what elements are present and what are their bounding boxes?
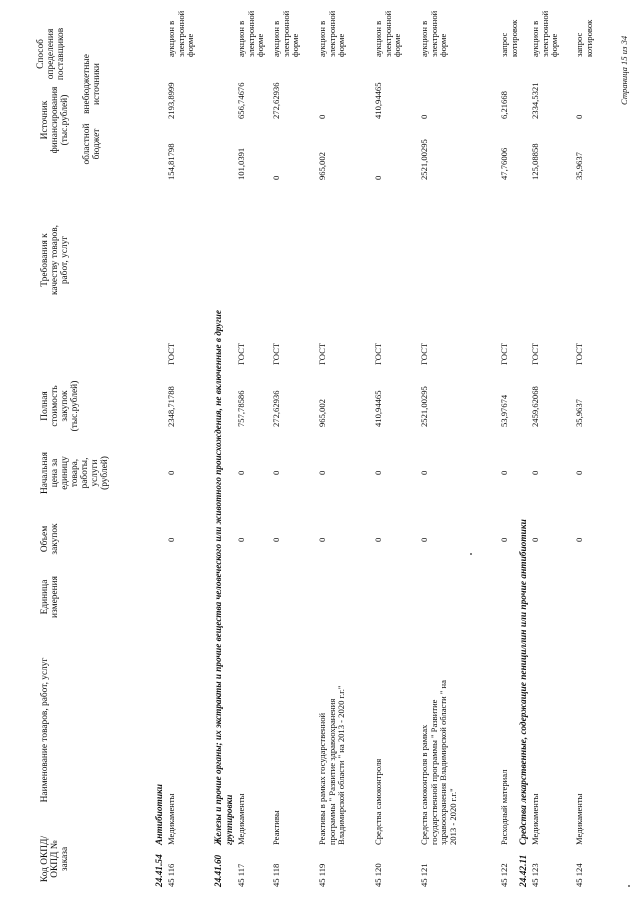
row-price: 0 [530,470,540,475]
header-volume: Объем закупок [40,523,60,555]
row-name: Медикаменты [574,793,584,845]
row-method: аукцион в электронной форме [236,10,266,57]
header-name: Наименование товаров, работ, услуг [40,657,50,803]
row-regional: 0 [373,175,383,180]
row-method: аукцион в электронной форме [530,10,560,57]
row-volume: 0 [317,537,327,542]
row-regional: 125,08858 [530,143,540,180]
row-total: 2348,71788 [166,386,176,427]
row-extrabudget: 0 [317,114,327,119]
row-method: аукцион в электронной форме [419,10,449,57]
row-method: аукцион в электронной форме [373,10,403,57]
group-code: 24.41.54 [155,854,165,887]
row-extrabudget: 272,62936 [271,82,281,119]
row-code: 45 120 [373,863,383,887]
row-extrabudget: 2334,5321 [530,82,540,119]
row-total: 410,94465 [373,390,383,427]
row-name: Расходный материал [499,769,509,845]
row-requirements: ГОСТ [271,342,281,365]
header-total: Полная стоимость закупок (тыс.рублей) [40,380,80,432]
header-source-regional: областной бюджет [82,123,102,165]
row-price: 0 [271,470,281,475]
row-requirements: ГОСТ [236,342,246,365]
row-volume: 0 [166,537,176,542]
row-code: 45 123 [530,863,540,887]
row-name: Медикаменты [166,793,176,845]
row-method: запрос котировок [499,19,519,57]
row-price: 0 [236,470,246,475]
row-requirements: ГОСТ [419,342,429,365]
row-volume: 0 [574,537,584,542]
header-source: Источник финансирования (тыс.рублей) [40,86,70,154]
row-extrabudget: 0 [419,114,429,119]
row-requirements: ГОСТ [574,342,584,365]
group-title-continued: группировки [224,794,234,845]
row-total: 2521,00295 [419,386,429,427]
row-price: 0 [317,470,327,475]
row-price: 0 [574,470,584,475]
row-method: аукцион в электронной форме [166,10,196,57]
row-code: 45 119 [317,863,327,887]
group-title: Антибиотики [155,783,165,845]
row-name: Медикаменты [236,793,246,845]
row-extrabudget: 6,21668 [499,91,509,119]
row-code: 45 118 [271,863,281,887]
row-total: 2459,62068 [530,386,540,427]
row-regional: 47,76006 [499,147,509,180]
row-method: аукцион в электронной форме [271,10,301,57]
row-total: 965,002 [317,399,327,427]
row-total: 757,78586 [236,390,246,427]
header-source-extrabudget: внебюджетные источники [82,54,102,114]
row-regional: 101,0391 [236,147,246,180]
row-code: 45 122 [499,863,509,887]
scan-speck [628,885,630,887]
row-total: 272,62936 [271,390,281,427]
row-price: 0 [166,470,176,475]
row-extrabudget: 410,94465 [373,82,383,119]
header-price: Начальная цена за единицу товара, работы, услуги (рублей) [40,452,110,494]
group-code: 24.42.11 [519,854,529,887]
row-name: Средства самоконтроля [373,758,383,845]
row-extrabudget: 0 [574,114,584,119]
row-method: аукцион в электронной форме [317,10,347,57]
row-code: 45 121 [419,863,429,887]
row-requirements: ГОСТ [530,342,540,365]
row-volume: 0 [499,537,509,542]
scan-speck [470,553,472,555]
row-extrabudget: 2193,8999 [166,82,176,119]
row-regional: 35,9637 [574,152,584,180]
row-requirements: ГОСТ [499,342,509,365]
row-code: 45 124 [574,863,584,887]
row-extrabudget: 656,74676 [236,82,246,119]
row-regional: 2521,00295 [419,139,429,180]
row-name: Реактивы в рамках государственной программы " Развитие здравоохранения Владимирской области " на 2013 - 2020 г.г." [317,685,347,845]
group-code: 24.41.60 [213,854,223,887]
row-total: 53,97674 [499,394,509,427]
header-requirements: Требования к качеству товаров, работ, услуг [40,225,70,295]
row-code: 45 117 [236,863,246,887]
header-method: Способ определения поставщиков [36,27,66,81]
row-volume: 0 [373,537,383,542]
row-name: Медикаменты [530,793,540,845]
row-price: 0 [499,470,509,475]
row-volume: 0 [271,537,281,542]
row-code: 45 116 [166,863,176,887]
row-volume: 0 [419,537,429,542]
page-number: Страница 15 из 34 [619,35,629,105]
row-requirements: ГОСТ [166,342,176,365]
group-title: Средства лекарственные, содержащие пенициллин или прочие антибиотики [519,519,529,845]
row-name: Реактивы [271,810,281,845]
row-volume: 0 [530,537,540,542]
row-volume: 0 [236,537,246,542]
row-price: 0 [373,470,383,475]
row-name: Средства самоконтроля в рамках государственной программы " Развитие здравоохранения Владимирской области " на 2013 - 2020 г.г." [419,680,458,845]
row-method: запрос котировок [574,19,594,57]
row-requirements: ГОСТ [317,342,327,365]
row-regional: 154,81798 [166,143,176,180]
row-total: 35,9637 [574,399,584,427]
header-code: Код ОКПД/ ОКПД № заказа [40,835,70,883]
group-title: Железы и прочие органы; их экстракты и прочие вещества человеческого или животного происхождения, не включенные в другие [213,310,223,845]
header-unit: Единица измерения [40,576,60,618]
row-regional: 965,002 [317,152,327,180]
row-requirements: ГОСТ [373,342,383,365]
row-price: 0 [419,470,429,475]
row-regional: 0 [271,175,281,180]
